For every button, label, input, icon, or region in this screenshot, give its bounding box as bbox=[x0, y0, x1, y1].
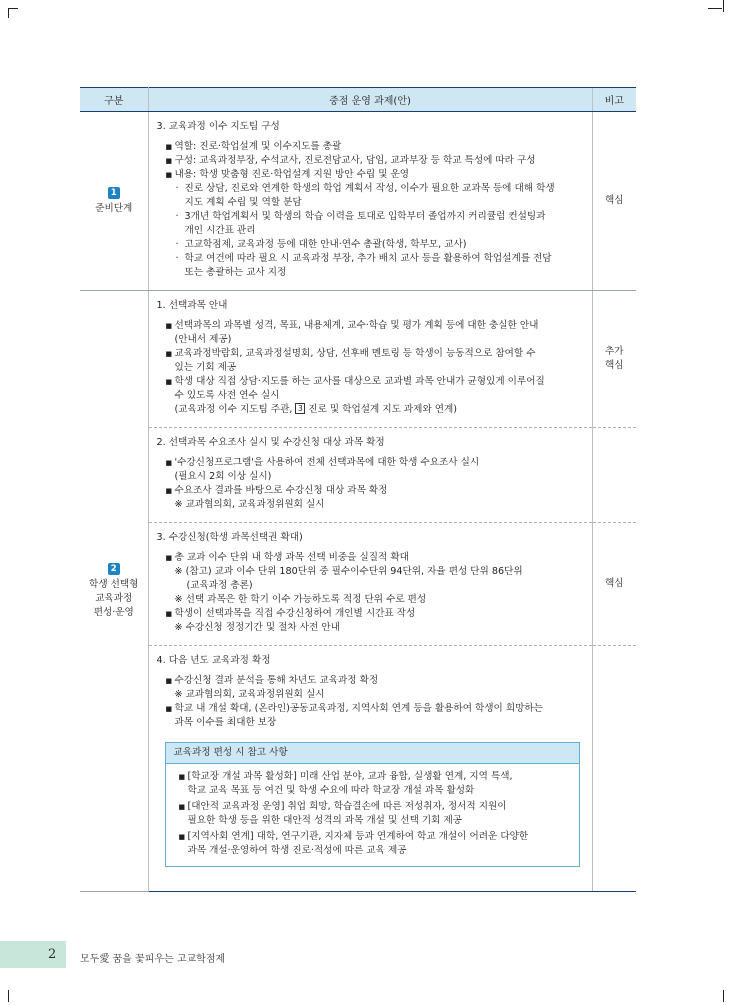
sub-list-item: · 고교학점제, 교육과정 등에 대한 안내·연수 총괄(학생, 학부모, 교사) bbox=[175, 239, 467, 250]
task-title: 4. 다음 년도 교육과정 확정 bbox=[156, 655, 271, 666]
table-row bbox=[80, 523, 636, 646]
crop-mark bbox=[708, 8, 722, 9]
task-cell bbox=[148, 646, 592, 892]
sub-list-item: · 진로 상담, 진로와 연계한 학생의 학업 계획서 작성, 이수가 필요한 교과목 등에 대해 학생 지도 계획 수립 및 역할 분담 bbox=[175, 183, 555, 208]
task-cell bbox=[148, 428, 592, 523]
page-number: 2 bbox=[48, 947, 57, 962]
remark-cell bbox=[592, 428, 636, 523]
reference-box bbox=[165, 742, 580, 867]
note-text: ※ 교과협의회, 교육과정위원회 실시 bbox=[174, 689, 325, 700]
task-title: 3. 교육과정 이수 지도팀 구성 bbox=[156, 121, 280, 132]
remark-cell bbox=[592, 291, 636, 428]
list-item: ■ 역할: 진로·학업설계 및 이수지도를 총괄 bbox=[165, 141, 342, 152]
list-item: ■ '수강신청프로그램'을 사용하여 전체 선택과목에 대한 학생 수요조사 실시 bbox=[165, 457, 480, 468]
remark-cell bbox=[592, 646, 636, 892]
task-cell bbox=[148, 523, 592, 646]
stage-cell bbox=[80, 291, 148, 892]
task-title: 2. 선택과목 수요조사 실시 및 수강신청 대상 과목 확정 bbox=[156, 437, 385, 448]
note-text: ※ 선택 과목은 한 학기 이수 가능하도록 적정 단위 수로 편성 bbox=[174, 594, 427, 605]
remark-text: 핵심 bbox=[604, 578, 624, 589]
stage-number-badge: 2 bbox=[108, 563, 120, 575]
crop-mark bbox=[723, 0, 724, 12]
crop-mark bbox=[8, 990, 9, 1002]
curriculum-tasks-table bbox=[80, 87, 636, 892]
list-item: ■ 학생 대상 직접 상담·지도를 하는 교사를 대상으로 교과별 과목 안내가 균형있게 이루어질 수 있도록 사전 연수 실시 bbox=[165, 376, 545, 401]
reference-box-title: 교육과정 편성 시 참고 사항 bbox=[166, 743, 579, 764]
header-tasks: 중점 운영 과제(안) bbox=[148, 88, 592, 112]
task-title: 1. 선택과목 안내 bbox=[156, 300, 228, 311]
stage-label: 학생 선택형 교육과정 편성·운영 bbox=[89, 578, 139, 618]
list-item: ■ [지역사회 연계] 대학, 연구기관, 지자체 등과 연계하여 학교 개설이 어려운 다양한 과목 개설·운영하여 학생 진로·적성에 따른 교육 제공 bbox=[178, 831, 529, 856]
header-remarks: 비고 bbox=[592, 88, 636, 112]
circled-number: 3 bbox=[295, 403, 305, 414]
stage-cell bbox=[80, 112, 148, 291]
list-item: ■ 선택과목의 과목별 성격, 목표, 내용체계, 교수·학습 및 평가 계획 등에 대한 충실한 안내 (안내서 제공) bbox=[165, 320, 539, 345]
table-row bbox=[80, 112, 636, 291]
list-item: ■ 내용: 학생 맞춤형 진로·학업설계 지원 방안 수립 및 운영 bbox=[165, 169, 410, 180]
list-item: ■ 수요조사 결과를 바탕으로 수강신청 대상 과목 확정 bbox=[165, 485, 388, 496]
note-text: (교육과정 총론) bbox=[186, 580, 253, 591]
remark-cell bbox=[592, 523, 636, 646]
table-row bbox=[80, 291, 636, 428]
table-row bbox=[80, 646, 636, 892]
note-text: 과목 이수를 최대한 보장 bbox=[174, 717, 277, 728]
list-item: ■ [대안적 교육과정 운영] 취업 희망, 학습결손에 따른 저성취자, 정서적 지원이 필요한 학생 등을 위한 대안적 성격의 과목 개설 및 선택 기회 제공 bbox=[178, 801, 507, 826]
list-item: ■ [학교장 개설 과목 활성화] 미래 산업 분야, 교과 융합, 실생활 연계, 지역 특색, 학교 교육 목표 등 여건 및 학생 수요에 따라 학교장 개설 과목 활성화 bbox=[178, 771, 513, 796]
list-item: ■ 학교 내 개설 확대, (온라인)공동교육과정, 지역사회 연계 등을 활용하여 학생이 희망하는 bbox=[165, 703, 543, 714]
header-category: 구분 bbox=[80, 88, 148, 112]
list-item: ■ 구성: 교육과정부장, 수석교사, 진로전담교사, 담임, 교과부장 등 학교 특성에 따라 구성 bbox=[165, 155, 536, 166]
note-text: (필요시 2회 이상 실시) bbox=[174, 471, 272, 482]
task-cell bbox=[148, 291, 592, 428]
crop-mark bbox=[8, 8, 9, 18]
stage-number-badge: 1 bbox=[108, 187, 120, 199]
crop-mark bbox=[723, 990, 724, 1002]
list-item: ■ 수강신청 결과 분석을 통해 차년도 교육과정 확정 bbox=[165, 675, 379, 686]
list-item: ■ 총 교과 이수 단위 내 학생 과목 선택 비중을 실질적 확대 bbox=[165, 552, 409, 563]
table-row bbox=[80, 428, 636, 523]
remark-cell bbox=[592, 112, 636, 291]
note-text: ※ 교과협의회, 교육과정위원회 실시 bbox=[174, 499, 325, 510]
note-text: ※ 수강신청 정정기간 및 절차 사전 안내 bbox=[174, 622, 340, 633]
task-title: 3. 수강신청(학생 과목선택권 확대) bbox=[156, 532, 303, 543]
crop-mark bbox=[8, 8, 18, 9]
task-cell bbox=[148, 112, 592, 291]
list-item: ■ 교육과정박람회, 교육과정설명회, 상담, 선후배 멘토링 등 학생이 능동적으로 참여할 수 있는 기회 제공 bbox=[165, 348, 536, 373]
table-header-row bbox=[80, 88, 636, 112]
note-text: ※ (참고) 교과 이수 단위 180단위 중 필수이수단위 94단위, 자율 편성 단위 86단위 bbox=[174, 566, 523, 577]
running-footer: 모두愛 꿈을 꽃피우는 고교학점제 bbox=[80, 954, 226, 965]
list-item: ■ 학생이 선택과목을 직접 수강신청하여 개인별 시간표 작성 bbox=[165, 608, 416, 619]
sub-list-item: · 3개년 학업계획서 및 학생의 학습 이력을 토대로 입학부터 졸업까지 커리큘럼 컨설팅과 개인 시간표 관리 bbox=[175, 211, 546, 236]
stage-label: 준비단계 bbox=[95, 202, 133, 214]
note-text: (교육과정 이수 지도팀 주관, 3 진로 및 학업설계 지도 과제와 연계) bbox=[174, 404, 458, 415]
sub-list-item: · 학교 여건에 따라 필요 시 교육과정 부장, 추가 배치 교사 등을 활용하여 학업설계를 전담 또는 총괄하는 교사 지정 bbox=[175, 253, 552, 278]
remark-text: 핵심 bbox=[604, 195, 624, 206]
remark-text: 추가 핵심 bbox=[604, 346, 624, 371]
